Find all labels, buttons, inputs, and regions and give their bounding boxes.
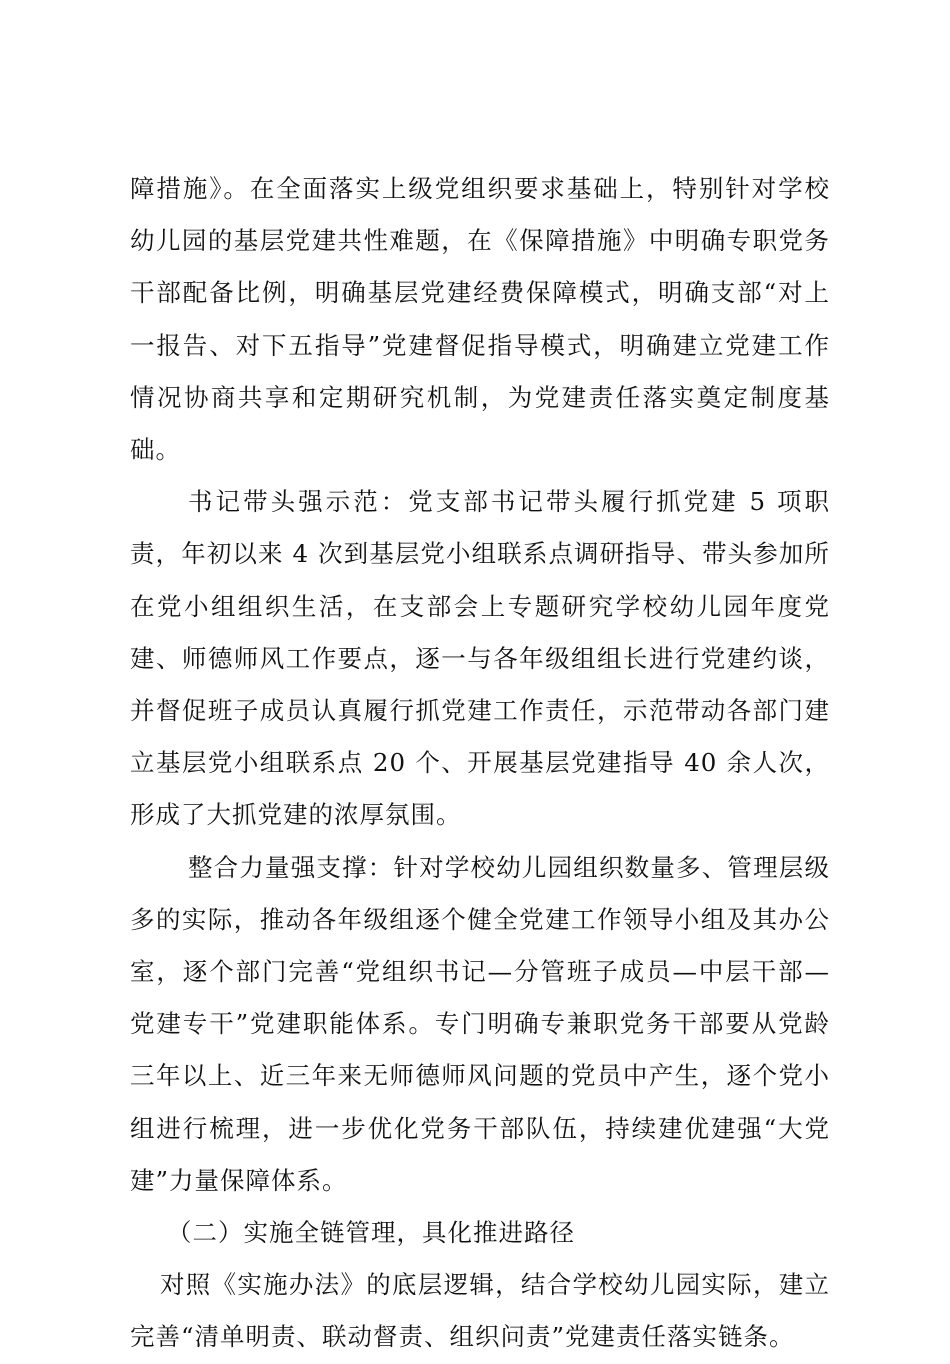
document-body [130, 163, 830, 1364]
paragraph-implementation: 对照《实施办法》的底层逻辑，结合学校幼儿园实际，建立完善“清单明责、联动督责、组织问责”党建责任落实链条。 [130, 1270, 830, 1352]
paragraph-integrate-forces: 整合力量强支撑：针对学校幼儿园组织数量多、管理层级多的实际，推动各年级组逐个健全党建工作领导小组及其办公室，逐个部门完善“党组织书记—分管班子成员—中层干部—党建专干”党建职能体系。专门明确专兼职党务干部要从党龄三年以上、近三年来无师德师风问题的党员中产生，逐个党小组进行梳理，进一步优化党务干部队伍，持续建优建强“大党建”力量保障体系。 [130, 852, 830, 1195]
section-heading: （二）实施全链管理，具化推进路径 [167, 1218, 575, 1248]
paragraph-secretary-example: 书记带头强示范：党支部书记带头履行抓党建 5 项职责，年初以来 4 次到基层党小组联系点调研指导、带头参加所在党小组组织生活，在支部会上专题研究学校幼儿园年度党建、师德师风工作要点，逐一与各年级组组长进行党建约谈，并督促班子成员认真履行抓党建工作责任，示范带动各部门建立基层党小组联系点 20 个、开展基层党建指导 40 余人次，形成了大抓党建的浓厚氛围。 [130, 487, 830, 830]
paragraph-continuation: 障措施》。在全面落实上级党组织要求基础上，特别针对学校幼儿园的基层党建共性难题，在《保障措施》中明确专职党务干部配备比例，明确基层党建经费保障模式，明确支部“对上一报告、对下五指导”党建督促指导模式，明确建立党建工作情况协商共享和定期研究机制，为党建责任落实奠定制度基础。 [130, 174, 830, 465]
